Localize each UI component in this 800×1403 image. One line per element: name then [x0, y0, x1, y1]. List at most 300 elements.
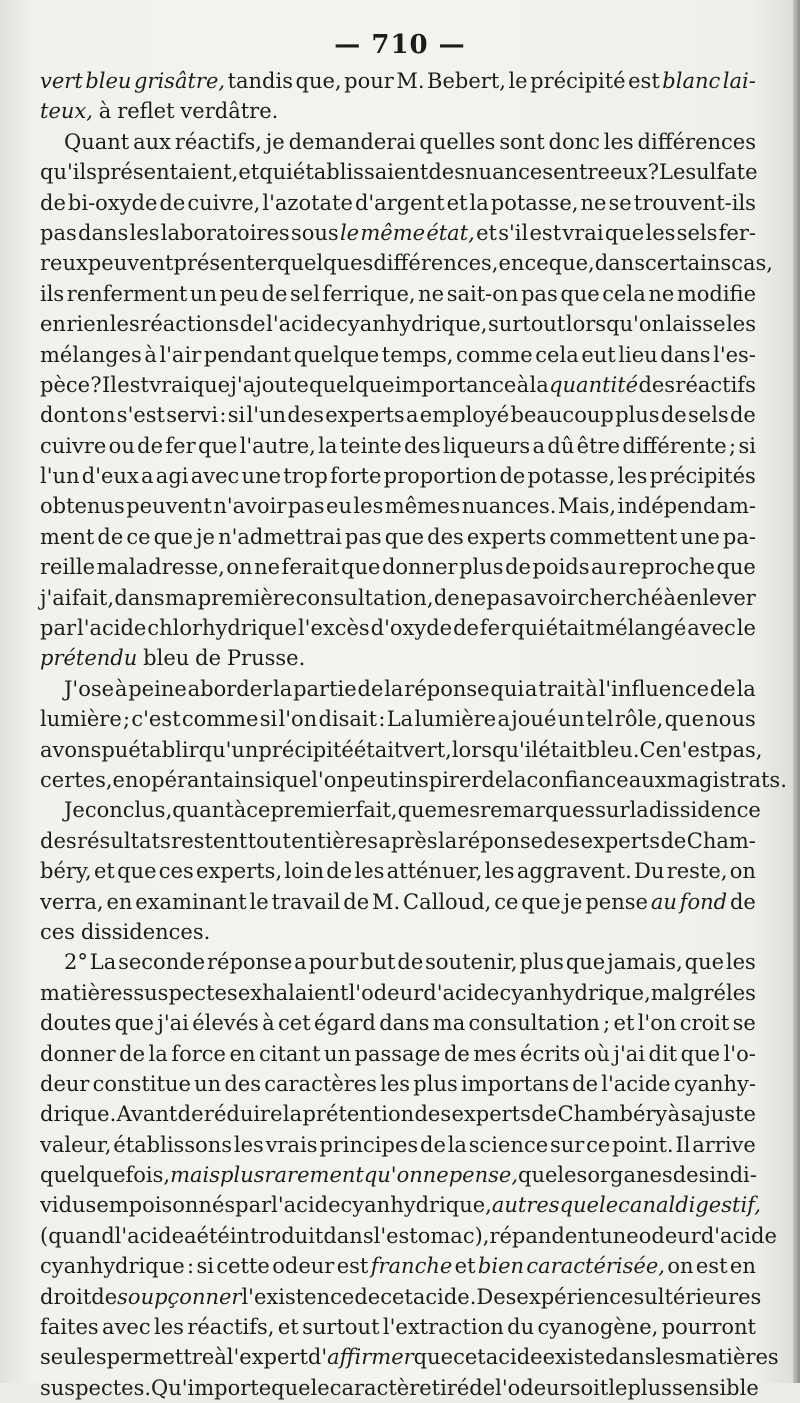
word: lumière	[40, 707, 122, 732]
word: rôle,	[614, 707, 664, 732]
text-line	[40, 947, 756, 977]
word: établissons	[113, 1132, 233, 1157]
word: l'extraction	[382, 1315, 504, 1340]
word: les	[726, 980, 756, 1005]
word: différences,	[373, 251, 499, 276]
word: :	[378, 707, 386, 732]
word: que	[664, 707, 705, 732]
text-line	[40, 1130, 756, 1160]
word: reflet	[117, 99, 175, 124]
word: en	[40, 312, 66, 337]
word: ce	[126, 524, 151, 549]
word: les	[154, 1315, 184, 1340]
word: ou	[108, 433, 135, 458]
word: M.	[396, 69, 425, 93]
word: des	[287, 403, 325, 428]
text-line	[40, 856, 756, 886]
word: être	[576, 433, 621, 458]
word: pa-	[722, 524, 756, 549]
word: sous	[290, 220, 339, 245]
word: mes	[436, 798, 481, 823]
word: cherché	[577, 585, 664, 610]
word: laisse	[665, 312, 726, 337]
word: caractérisée,	[526, 1254, 665, 1279]
word: l'acide	[266, 312, 336, 337]
text-line	[40, 552, 756, 582]
word: des	[427, 524, 464, 549]
word: de	[354, 1284, 381, 1309]
word: au	[650, 889, 677, 914]
word: réduire	[203, 1102, 283, 1127]
word: Mais,	[557, 494, 617, 519]
word: force	[171, 1041, 226, 1066]
word: experts	[466, 524, 547, 549]
word: liqueurs	[443, 433, 531, 458]
word: de	[119, 1041, 146, 1066]
word: que	[565, 950, 606, 975]
word: de	[660, 403, 687, 428]
word: une	[680, 524, 720, 549]
text-line	[40, 1342, 779, 1372]
word: béry,	[40, 859, 92, 884]
word: nuances.	[461, 494, 557, 519]
word: ces	[158, 859, 194, 884]
word: plus	[220, 1163, 265, 1188]
word: experts	[451, 1102, 531, 1127]
word: ferait	[281, 555, 340, 580]
word: a	[497, 707, 510, 732]
word: examinant	[135, 889, 247, 914]
word: de	[397, 950, 424, 975]
word: vert	[40, 69, 83, 93]
word: employé	[419, 403, 510, 428]
word: l'un	[246, 403, 287, 428]
word: n'avoir	[213, 494, 287, 519]
word: les	[109, 312, 140, 337]
text-line	[40, 795, 761, 825]
word: de	[443, 1041, 470, 1066]
word: les	[725, 950, 756, 975]
word: suspectes	[133, 980, 238, 1005]
word: sont	[499, 129, 545, 154]
word: ?	[90, 372, 102, 397]
word: partie	[293, 676, 357, 701]
word: J'ose	[64, 676, 115, 701]
word: par	[235, 1193, 272, 1218]
word: sel	[290, 281, 320, 306]
word: l'expert	[226, 1345, 308, 1370]
word: pas	[486, 585, 524, 610]
word: La	[386, 707, 414, 732]
word: les	[484, 859, 515, 884]
word: et	[93, 859, 115, 884]
word: les	[645, 220, 676, 245]
word: en	[229, 1041, 256, 1066]
word: ultérieures	[644, 1284, 762, 1309]
word: a	[524, 676, 538, 701]
word: cyanogène,	[537, 1315, 659, 1340]
word: pas	[40, 220, 77, 245]
word: acide	[485, 1345, 543, 1370]
word: le	[508, 69, 528, 93]
word: quelque	[293, 342, 380, 367]
word: cuivre,	[187, 190, 261, 215]
word: cet	[278, 1011, 311, 1036]
word: cas,	[731, 251, 773, 276]
word: j'ai	[157, 1011, 189, 1036]
word: vrais	[265, 1132, 318, 1157]
word: s'il	[498, 220, 529, 245]
word: réponse	[206, 950, 293, 975]
word: le	[339, 220, 360, 245]
word: de	[572, 1071, 599, 1096]
word: de	[40, 190, 66, 215]
word: rien	[66, 312, 110, 337]
word: beaucoup	[510, 403, 614, 428]
word: l'acide	[76, 616, 147, 641]
word: et	[476, 220, 497, 245]
word: que	[384, 524, 425, 549]
text-line	[40, 127, 756, 157]
word: aux	[628, 767, 667, 792]
word: le	[599, 1193, 619, 1218]
text-line	[40, 826, 756, 856]
word: n'est	[668, 737, 719, 762]
text-line	[40, 1251, 756, 1281]
word: comme	[181, 707, 259, 732]
word: les	[129, 220, 160, 245]
word: chlorhydrique	[147, 616, 297, 641]
word: cyanhy-	[673, 1071, 756, 1096]
word: des	[543, 828, 581, 853]
word: c'est	[131, 707, 181, 732]
word: soit	[569, 1375, 609, 1400]
word: ma	[165, 585, 198, 610]
word: de	[729, 403, 756, 428]
word: on	[667, 1254, 694, 1279]
word: qu'on	[363, 1163, 423, 1188]
word: seules	[40, 1345, 107, 1370]
word: lai-	[722, 69, 756, 93]
word: sels	[676, 220, 718, 245]
word: dissidences.	[80, 919, 211, 944]
word: en	[112, 767, 139, 792]
word: je	[265, 129, 285, 154]
word: que	[197, 433, 238, 458]
word: que	[271, 1375, 311, 1400]
word: la	[148, 1041, 168, 1066]
text-line	[40, 1190, 761, 1220]
word: écrits	[520, 1041, 581, 1066]
word: experts	[580, 828, 660, 853]
word: l'air	[159, 342, 202, 367]
word: l'autre,	[239, 433, 316, 458]
word: établir	[128, 737, 199, 762]
word: bleu	[143, 646, 190, 671]
word: ils	[40, 281, 65, 306]
word: Du	[634, 859, 665, 884]
text-line	[40, 1008, 756, 1038]
word: que	[716, 555, 756, 580]
word: été	[196, 1223, 230, 1248]
word: précipité	[530, 69, 626, 93]
word: les	[557, 1163, 588, 1188]
word: agi	[155, 464, 189, 489]
word: que	[604, 220, 645, 245]
word: donner	[381, 555, 458, 580]
word: grisâtre,	[133, 69, 226, 93]
word: restent	[171, 828, 248, 853]
word: soupçonner	[117, 1284, 242, 1309]
word: ce	[246, 798, 271, 823]
word: avec	[102, 1315, 151, 1340]
word: fait,	[71, 585, 115, 610]
word: donc	[548, 129, 600, 154]
word: teux,	[40, 99, 93, 124]
word: ces	[40, 919, 75, 944]
word: valeur,	[40, 1132, 112, 1157]
word: citant	[259, 1041, 321, 1066]
word: l'on	[278, 707, 318, 732]
word: ne	[460, 585, 487, 610]
word: d'argent	[354, 190, 445, 215]
word: tel	[585, 707, 614, 732]
word: à	[233, 798, 247, 823]
word: était	[353, 737, 403, 762]
word: la	[447, 1132, 467, 1157]
word: Le	[659, 160, 686, 185]
word: dissidence	[648, 798, 761, 823]
word: le	[736, 616, 756, 641]
word: pas	[287, 494, 325, 519]
word: magistrats.	[666, 767, 787, 792]
word: avons	[40, 737, 102, 762]
word: de	[420, 1132, 446, 1157]
word: par	[40, 616, 77, 641]
word: nuances	[465, 160, 554, 185]
word: ce	[586, 1132, 611, 1157]
word: cet	[453, 1345, 486, 1370]
word: reille	[40, 555, 96, 580]
word: M.	[371, 889, 401, 914]
word: à	[144, 342, 157, 367]
word: point.	[612, 1132, 674, 1157]
word: un	[189, 281, 217, 306]
word: le	[310, 1375, 330, 1400]
text-line	[40, 188, 756, 218]
word: droit	[40, 1284, 92, 1309]
word: la	[273, 676, 293, 701]
word: que	[521, 889, 561, 914]
word: digestif,	[675, 1193, 761, 1218]
word: proportion	[383, 464, 498, 489]
word: plus	[413, 1071, 458, 1096]
word: dû	[547, 433, 575, 458]
word: en	[729, 1254, 756, 1279]
word: les	[603, 129, 634, 154]
word: on	[89, 403, 116, 428]
word: seconde	[118, 950, 206, 975]
word: dans	[660, 342, 711, 367]
word: obtenus	[40, 494, 125, 519]
word: empoisonnés	[96, 1193, 236, 1218]
word: un	[557, 707, 585, 732]
word: d'acide	[423, 980, 500, 1005]
word: nous	[705, 707, 756, 732]
word: conclus,	[84, 798, 173, 823]
word: quelques	[277, 251, 374, 276]
word: (quand	[40, 1223, 115, 1248]
word: à	[262, 1011, 275, 1036]
text-line	[40, 370, 756, 400]
word: présenter	[173, 251, 278, 276]
word: Prusse.	[226, 646, 306, 671]
word: verra,	[40, 889, 104, 914]
word: peine	[128, 676, 187, 701]
word: que	[341, 555, 381, 580]
word: le	[249, 889, 269, 914]
word: indépendam-	[617, 494, 756, 519]
word: sensible	[671, 1375, 759, 1400]
word: peut	[349, 767, 398, 792]
word: bi-oxyde	[67, 190, 158, 215]
word: de	[357, 676, 384, 701]
word: on	[226, 555, 253, 580]
word: atténuer,	[386, 859, 483, 884]
word: arrive	[692, 1132, 756, 1157]
word: la	[507, 767, 527, 792]
word: la	[469, 190, 489, 215]
word: dont	[40, 403, 89, 428]
word: a	[532, 433, 546, 458]
word: que	[559, 1193, 599, 1218]
word: croit	[679, 1011, 730, 1036]
word: pour	[308, 950, 359, 975]
word: avec	[190, 464, 240, 489]
word: de	[343, 889, 370, 914]
word: à	[114, 676, 128, 701]
word: un	[323, 1041, 351, 1066]
word: des	[428, 160, 466, 185]
word: de	[177, 1102, 204, 1127]
word: des	[638, 372, 676, 397]
word: établissaient	[292, 160, 429, 185]
word: Ce	[639, 737, 669, 762]
word: peuvent	[87, 251, 174, 276]
word: plus	[459, 555, 504, 580]
word: entières	[291, 828, 378, 853]
word: que	[117, 859, 157, 884]
word: élevés	[192, 1011, 259, 1036]
word: précipités	[649, 464, 756, 489]
text-line	[40, 248, 773, 278]
word: pourront	[661, 1315, 756, 1340]
word: je	[196, 524, 215, 549]
word: reste,	[666, 859, 728, 884]
word: que,	[295, 69, 342, 93]
word: en	[106, 889, 133, 914]
word: les	[617, 464, 648, 489]
word: la	[438, 828, 458, 853]
word: et	[277, 1315, 299, 1340]
word: Cham-	[686, 828, 756, 853]
word: cyanhydrique,	[340, 1193, 492, 1218]
word: les	[353, 494, 384, 519]
text-line	[40, 917, 756, 947]
word: constitue	[92, 1071, 191, 1096]
word: précipité	[258, 737, 354, 762]
word: fer	[165, 433, 196, 458]
word: d'	[307, 1345, 328, 1370]
word: ne	[580, 190, 607, 215]
word: indi-	[709, 1163, 757, 1188]
word: pas	[344, 524, 382, 549]
word: eu	[326, 494, 352, 519]
text-line	[40, 157, 756, 187]
word: l'odeur	[495, 1375, 570, 1400]
text-line	[40, 1373, 759, 1403]
word: égard	[313, 1011, 376, 1036]
word: eut	[581, 342, 616, 367]
word: lieu	[618, 342, 658, 367]
word: quantité	[549, 372, 639, 397]
text-line	[40, 887, 756, 917]
word: jamais,	[607, 950, 683, 975]
word: reproche	[618, 555, 715, 580]
text-line	[40, 96, 756, 126]
word: les	[233, 1132, 264, 1157]
word: l'excès	[297, 616, 370, 641]
word: si	[259, 707, 278, 732]
word: confiance	[526, 767, 629, 792]
word: qu'ils	[40, 160, 97, 185]
word: du	[507, 1315, 535, 1340]
word: n'admettrai	[218, 524, 342, 549]
word: vrai	[149, 372, 191, 397]
word: mélanges	[40, 342, 142, 367]
word: maladresse,	[96, 555, 225, 580]
word: 2°	[64, 950, 88, 975]
body-text	[40, 66, 787, 1403]
word: surtout	[487, 312, 566, 337]
word: l'acide	[114, 1223, 185, 1248]
word: des	[224, 1071, 262, 1096]
word: les	[726, 312, 756, 337]
word: présentaient,	[96, 160, 239, 185]
word: but	[360, 950, 396, 975]
word: l'o-	[723, 1041, 756, 1066]
text-line	[40, 491, 756, 521]
word: on	[729, 859, 756, 884]
word: commettent	[549, 524, 678, 549]
word: importance	[394, 372, 517, 397]
word: dans	[594, 251, 645, 276]
word: ?	[647, 160, 659, 185]
word: experts	[325, 403, 405, 428]
word: surtout	[302, 1315, 380, 1340]
word: Calloud,	[403, 889, 492, 914]
word: avoir	[523, 585, 578, 610]
word: de	[660, 828, 687, 853]
word: la	[529, 372, 549, 397]
word: aggravent.	[516, 859, 632, 884]
word: introduit	[229, 1223, 324, 1248]
text-line	[40, 1069, 756, 1099]
word: verdâtre.	[180, 99, 279, 124]
word: de	[326, 859, 353, 884]
word: pas,	[719, 737, 763, 762]
text-line	[40, 340, 756, 370]
